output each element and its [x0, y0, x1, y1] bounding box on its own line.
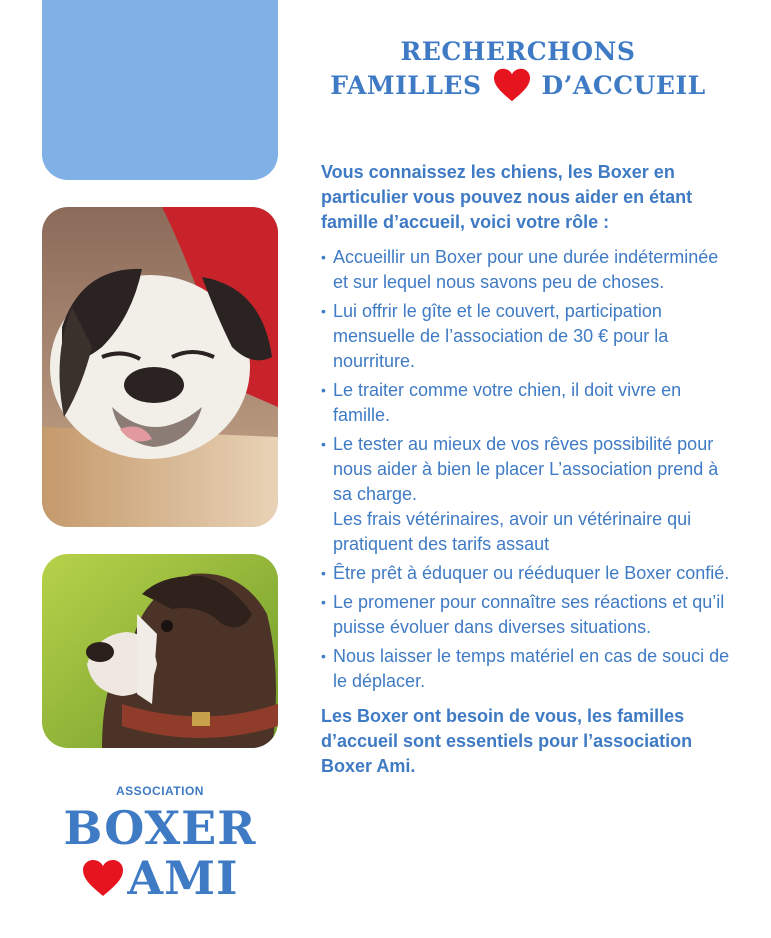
list-item [321, 561, 731, 586]
logo-ami-row [42, 851, 278, 905]
list-item [321, 245, 731, 295]
decorative-blue-block [42, 0, 278, 180]
association-logo [42, 782, 278, 905]
bullet-icon: • [321, 648, 326, 664]
heart-icon [492, 67, 532, 103]
bullet-icon: • [321, 249, 326, 265]
list-item-text: Le traiter comme votre chien, il doit vivre en famille. [333, 380, 682, 425]
intro-paragraph: Vous connaissez les chiens, les Boxer en particulier vous pouvez nous aider en étant famille d’accueil, voici votre rôle : [321, 162, 693, 232]
list-item-text: Être prêt à éduquer ou rééduquer le Boxer confié. [333, 563, 730, 583]
heart-icon [81, 858, 125, 898]
list-item-text: Accueillir un Boxer pour une durée indéterminée et sur lequel nous savons peu de choses. [333, 247, 719, 292]
title-line-1: RECHERCHONS [400, 37, 636, 66]
boxer-collar-photo [42, 554, 278, 748]
role-list [321, 245, 731, 694]
bullet-icon: • [321, 565, 326, 581]
list-item-text: Lui offrir le gîte et le couvert, participation mensuelle de l’association de 30 € pour la nourriture. [333, 301, 669, 371]
sleeping-boxer-photo [42, 207, 278, 527]
bullet-icon: • [321, 303, 326, 319]
bullet-icon: • [321, 382, 326, 398]
logo-boxer-text: BOXER [63, 801, 257, 855]
list-item [321, 644, 731, 694]
logo-association-label: ASSOCIATION [116, 784, 204, 798]
page-title [300, 36, 736, 103]
list-item [321, 378, 731, 428]
bullet-icon: • [321, 594, 326, 610]
sleeping-boxer-illustration [42, 207, 278, 527]
title-line-2-right: D’ACCUEIL [541, 70, 706, 100]
list-item-text: Le tester au mieux de vos rêves possibilité pour nous aider à bien le placer L’association prend à sa charge. Les frais vétérinaires, avoir un vétérinaire qui pratiquent des tarifs assaut [333, 434, 719, 554]
bullet-icon: • [321, 436, 326, 452]
list-item [321, 432, 731, 557]
list-item-text: Le promener pour connaître ses réactions et qu’il puisse évoluer dans diverses situations. [333, 592, 725, 637]
title-line-2 [300, 67, 736, 103]
main-content [321, 160, 731, 779]
boxer-collar-illustration [42, 554, 278, 748]
list-item [321, 590, 731, 640]
title-line-2-left: FAMILLES [330, 70, 482, 100]
list-item [321, 299, 731, 374]
list-item-text: Nous laisser le temps matériel en cas de souci de le déplacer. [333, 646, 730, 691]
logo-ami-text: AMI [127, 851, 239, 905]
outro-paragraph: Les Boxer ont besoin de vous, les familles d’accueil sont essentiels pour l’association Boxer Ami. [321, 706, 693, 776]
